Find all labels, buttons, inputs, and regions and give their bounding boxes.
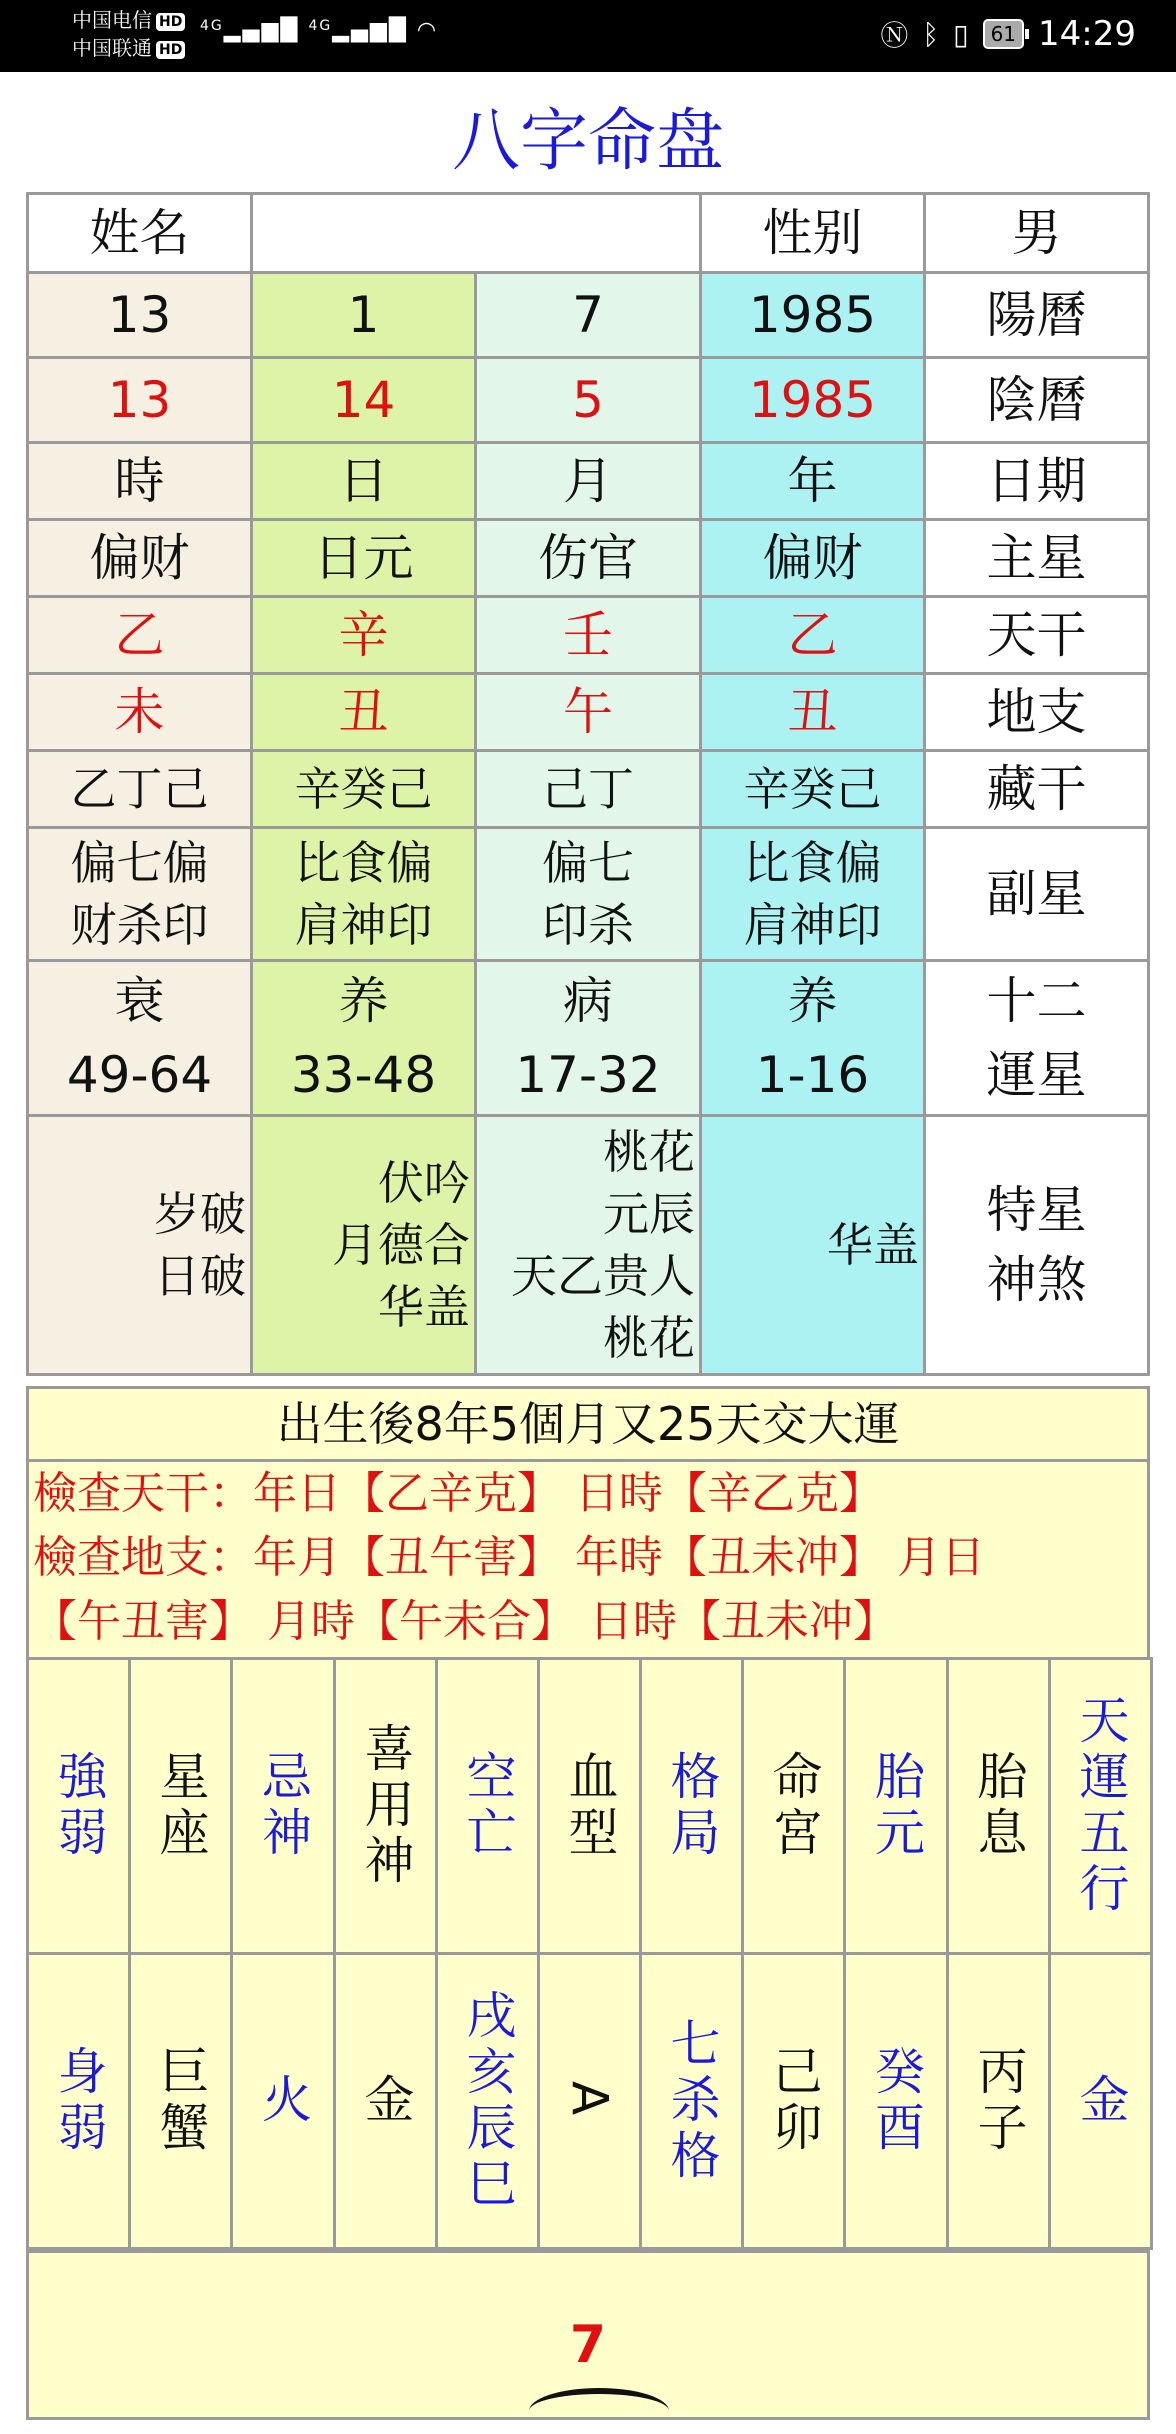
vibrate-icon: ▯ bbox=[953, 17, 969, 51]
sub-star-label: 副星 bbox=[923, 826, 1150, 962]
special-month: 桃花 元辰 天乙贵人 桃花 bbox=[474, 1114, 702, 1376]
stem-month: 壬 bbox=[474, 595, 702, 675]
attr-key-cell bbox=[230, 1657, 336, 1955]
lunar-hour: 13 bbox=[26, 356, 253, 444]
attr-value: 金 bbox=[356, 2073, 415, 2129]
hidden-label: 藏干 bbox=[923, 749, 1150, 829]
solar-year: 1985 bbox=[699, 271, 926, 359]
attr-value: 身弱 bbox=[49, 2045, 108, 2157]
attr-key: 天運五行 bbox=[1071, 1694, 1130, 1918]
main-star-day: 日元 bbox=[250, 518, 477, 598]
twelve-day: 养 33-48 bbox=[250, 959, 477, 1117]
twelve-month: 病 17-32 bbox=[474, 959, 702, 1117]
wifi-icon: ◠ bbox=[416, 18, 439, 43]
carrier-2: 中国联通 bbox=[72, 36, 152, 60]
attribute-grid bbox=[26, 1657, 1150, 2253]
attr-key-cell bbox=[435, 1657, 540, 1955]
attr-value-cell bbox=[333, 1952, 438, 2250]
attr-value: 戌亥辰巳 bbox=[458, 1989, 517, 2213]
attr-key-cell bbox=[1048, 1657, 1153, 1955]
battery-icon: 61 bbox=[983, 19, 1024, 49]
solar-label: 陽曆 bbox=[923, 271, 1150, 359]
date-label: 日期 bbox=[923, 441, 1150, 521]
branch-label: 地支 bbox=[923, 672, 1150, 752]
attr-value-cell bbox=[230, 1952, 336, 2250]
attr-value: 癸酉 bbox=[867, 2045, 925, 2157]
attr-value: 巨蟹 bbox=[151, 2045, 210, 2157]
branch-year: 丑 bbox=[699, 672, 926, 752]
attr-key-cell bbox=[128, 1657, 233, 1955]
attr-value-cell bbox=[128, 1952, 233, 2250]
status-right bbox=[880, 14, 1136, 54]
attr-value-cell bbox=[26, 1952, 131, 2250]
attr-value-cell bbox=[1048, 1952, 1153, 2250]
lunar-year: 1985 bbox=[699, 356, 926, 444]
main-star-year: 偏财 bbox=[699, 518, 926, 598]
attr-key: 胎元 bbox=[867, 1750, 925, 1862]
attr-key-cell bbox=[333, 1657, 438, 1955]
special-day: 伏吟 月德合 华盖 bbox=[250, 1114, 477, 1376]
lunar-month: 5 bbox=[474, 356, 702, 444]
hidden-year: 辛癸己 bbox=[699, 749, 926, 829]
branch-month: 午 bbox=[474, 672, 702, 752]
attr-value-cell bbox=[537, 1952, 642, 2250]
branch-check-text-2: 【午丑害】 月時【午未合】 日時【丑未冲】 bbox=[33, 1596, 897, 1647]
attr-key: 格局 bbox=[662, 1750, 721, 1862]
gender-value: 男 bbox=[923, 192, 1150, 274]
attr-value-cell bbox=[639, 1952, 744, 2250]
stem-day: 辛 bbox=[250, 595, 477, 675]
lunar-day: 14 bbox=[250, 356, 477, 444]
attr-key-cell bbox=[843, 1657, 949, 1955]
sub-star-year: 比食偏 肩神印 bbox=[699, 826, 926, 962]
attr-key: 強弱 bbox=[49, 1750, 108, 1862]
attr-key-cell bbox=[741, 1657, 846, 1955]
name-label: 姓名 bbox=[26, 192, 253, 274]
pillar-month-title: 月 bbox=[474, 441, 702, 521]
chart-arc bbox=[529, 2388, 669, 2434]
stem-hour: 乙 bbox=[26, 595, 253, 675]
attr-value-cell bbox=[843, 1952, 949, 2250]
hidden-day: 辛癸己 bbox=[250, 749, 477, 829]
attr-key: 喜用神 bbox=[356, 1722, 415, 1890]
sub-star-hour: 偏七偏 财杀印 bbox=[26, 826, 253, 962]
name-value[interactable] bbox=[250, 192, 702, 274]
hidden-month: 己丁 bbox=[474, 749, 702, 829]
attr-key: 忌神 bbox=[254, 1750, 312, 1862]
main-star-label: 主星 bbox=[923, 518, 1150, 598]
attr-key: 空亡 bbox=[458, 1750, 517, 1862]
special-year: 华盖 bbox=[699, 1114, 926, 1376]
luck-start-text: 出生後8年5個月又25天交大運 bbox=[29, 1389, 1147, 1462]
attr-value: 丙子 bbox=[969, 2045, 1028, 2157]
sub-star-day: 比食偏 肩神印 bbox=[250, 826, 477, 962]
pillar-hour-title: 時 bbox=[26, 441, 253, 521]
attr-key: 命宮 bbox=[764, 1750, 823, 1862]
attr-value: A bbox=[560, 2080, 619, 2122]
special-hour: 岁破 日破 bbox=[26, 1114, 253, 1376]
main-star-month: 伤官 bbox=[474, 518, 702, 598]
attr-value-cell bbox=[741, 1952, 846, 2250]
lunar-label: 陰曆 bbox=[923, 356, 1150, 444]
solar-month: 7 bbox=[474, 271, 702, 359]
hd-badge: HD bbox=[156, 41, 185, 59]
attr-value-cell bbox=[946, 1952, 1051, 2250]
signal-icon: $^{4G}$▂▄▆█ $^{4G}$▂▄▆█ ◠ bbox=[200, 18, 439, 43]
attr-key: 星座 bbox=[151, 1750, 210, 1862]
twelve-year: 养 1-16 bbox=[699, 959, 926, 1117]
branch-check-text: 檢查地支：年月【丑午害】 年時【丑未冲】 月日 bbox=[33, 1532, 985, 1583]
attr-value: 金 bbox=[1071, 2073, 1130, 2129]
hd-badge: HD bbox=[156, 13, 185, 31]
twelve-label: 十二 運星 bbox=[923, 959, 1150, 1117]
attr-key-cell bbox=[537, 1657, 642, 1955]
chart-preview-box bbox=[26, 2250, 1150, 2420]
branch-day: 丑 bbox=[250, 672, 477, 752]
carrier-info bbox=[72, 6, 185, 62]
attr-key-cell bbox=[946, 1657, 1051, 1955]
special-label: 特星 神煞 bbox=[923, 1114, 1150, 1376]
carrier-1: 中国电信 bbox=[72, 8, 152, 32]
attr-key: 血型 bbox=[560, 1750, 619, 1862]
attr-value: 己卯 bbox=[764, 2045, 823, 2157]
attr-key: 胎息 bbox=[969, 1750, 1028, 1862]
attr-value: 火 bbox=[254, 2073, 312, 2129]
twelve-hour: 衰 49-64 bbox=[26, 959, 253, 1117]
stem-year: 乙 bbox=[699, 595, 926, 675]
nfc-icon: Ⓝ bbox=[880, 19, 909, 52]
attr-value: 七杀格 bbox=[662, 2017, 721, 2185]
pillar-day-title: 日 bbox=[250, 441, 477, 521]
bluetooth-icon: ᛒ bbox=[922, 17, 940, 51]
attr-key-cell bbox=[26, 1657, 131, 1955]
stem-check-text: 檢查天干：年日【乙辛克】 日時【辛乙克】 bbox=[33, 1468, 883, 1519]
attr-key-cell bbox=[639, 1657, 744, 1955]
attr-value-cell bbox=[435, 1952, 540, 2250]
sub-star-month: 偏七 印杀 bbox=[474, 826, 702, 962]
page-title: 八字命盘 bbox=[451, 102, 724, 181]
stem-label: 天干 bbox=[923, 595, 1150, 675]
pillar-year-title: 年 bbox=[699, 441, 926, 521]
gender-label: 性别 bbox=[699, 192, 926, 274]
branch-hour: 未 bbox=[26, 672, 253, 752]
status-bar bbox=[0, 0, 1176, 72]
hidden-hour: 乙丁己 bbox=[26, 749, 253, 829]
main-star-hour: 偏财 bbox=[26, 518, 253, 598]
solar-hour: 13 bbox=[26, 271, 253, 359]
analysis-box bbox=[26, 1386, 1150, 1660]
solar-day: 1 bbox=[250, 271, 477, 359]
clock: 14:29 bbox=[1038, 14, 1136, 54]
bottom-number: 7 bbox=[569, 2315, 607, 2375]
